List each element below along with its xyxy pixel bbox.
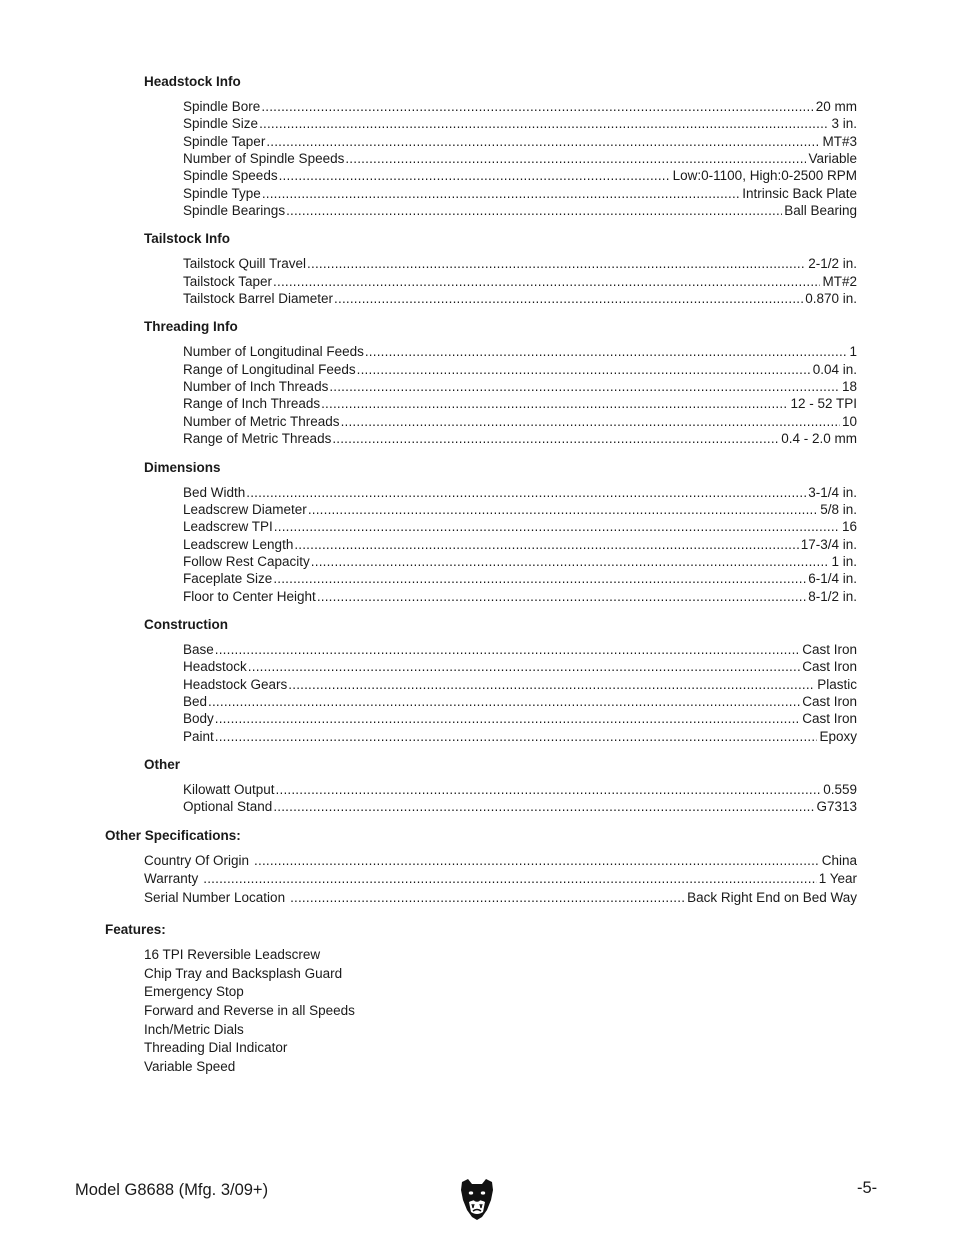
spec-label: Tailstock Taper	[183, 273, 273, 289]
dot-leader	[311, 553, 830, 570]
spec-row	[183, 781, 857, 798]
spec-row	[183, 378, 857, 395]
section-heading: Headstock Info	[144, 74, 241, 89]
spec-row	[183, 588, 857, 605]
machine-spec-sections	[144, 73, 857, 816]
spec-value: 16	[841, 519, 857, 535]
dot-leader	[290, 889, 685, 906]
dot-leader	[248, 658, 800, 675]
spec-value: Epoxy	[819, 728, 857, 744]
spec-row	[183, 413, 857, 430]
feature-item: 16 TPI Reversible Leadscrew	[144, 947, 321, 963]
dot-leader	[307, 255, 806, 272]
dot-leader	[266, 133, 820, 150]
spec-value: 18	[841, 379, 857, 395]
spec-row	[183, 641, 857, 658]
spec-row	[183, 798, 857, 815]
spec-value: 0.870 in.	[805, 291, 857, 307]
spec-label: Floor to Center Height	[183, 588, 316, 604]
dot-leader	[246, 484, 806, 501]
spec-label: Body	[183, 711, 214, 727]
spec-label: Spindle Bore	[183, 99, 261, 114]
spec-value: Intrinsic Back Plate	[742, 185, 857, 201]
features-list	[144, 946, 857, 1076]
dot-leader	[254, 852, 820, 869]
section-heading: Dimensions	[144, 459, 221, 475]
spec-label: Range of Longitudinal Feeds	[183, 361, 356, 377]
dot-leader	[273, 570, 806, 587]
spec-value: Cast Iron	[802, 659, 857, 675]
spec-row	[144, 852, 857, 871]
spec-label: Leadscrew Length	[183, 536, 294, 552]
spec-row	[183, 676, 857, 693]
spec-value: 0.04 in.	[812, 361, 857, 377]
spec-row	[183, 133, 857, 150]
spec-label: Paint	[183, 728, 214, 744]
spec-content	[105, 73, 857, 1076]
page-number: -5-	[857, 1179, 878, 1197]
spec-row	[144, 870, 857, 889]
spec-label: Number of Longitudinal Feeds	[183, 344, 364, 360]
features-block	[105, 921, 857, 1076]
spec-label: Spindle Taper	[183, 133, 266, 149]
dot-leader	[332, 430, 779, 447]
spec-row	[183, 484, 857, 501]
feature-item: Forward and Reverse in all Speeds	[144, 1002, 355, 1018]
spec-row	[144, 889, 857, 908]
spec-value: 10	[841, 413, 857, 429]
spec-label: Spindle Speeds	[183, 168, 278, 184]
spec-row	[183, 710, 857, 727]
bear-head-logo-icon	[458, 1178, 496, 1220]
spec-row	[183, 167, 857, 184]
dot-leader	[208, 693, 800, 710]
spec-value: Cast Iron	[802, 693, 857, 709]
spec-value: G7313	[816, 799, 857, 815]
feature-item: Emergency Stop	[144, 984, 244, 1000]
spec-label: Leadscrew TPI	[183, 519, 273, 535]
spec-row	[183, 536, 857, 553]
dot-leader	[276, 781, 822, 798]
spec-value: 12 - 52 TPI	[790, 396, 857, 412]
spec-value: Variable	[808, 151, 857, 167]
spec-label: Warranty	[144, 871, 199, 887]
spec-label: Number of Spindle Speeds	[183, 151, 345, 167]
spec-value: 6-1/4 in.	[808, 571, 857, 587]
spec-value: Low:0-1100, High:0-2500 RPM	[672, 168, 857, 184]
section-spec-list	[183, 641, 857, 745]
dot-leader	[329, 378, 840, 395]
spec-value: Ball Bearing	[784, 203, 857, 219]
section-heading: Construction	[144, 616, 228, 632]
spec-label: Base	[183, 641, 214, 657]
spec-row	[183, 202, 857, 219]
section-spec-list	[183, 343, 857, 447]
spec-row	[183, 98, 857, 115]
feature-item: Threading Dial Indicator	[144, 1040, 288, 1056]
section-heading: Other	[144, 756, 181, 772]
spec-value: 3 in.	[831, 116, 857, 132]
spec-value: 1 in.	[831, 553, 857, 569]
spec-label: Kilowatt Output	[183, 781, 275, 797]
spec-row	[183, 658, 857, 675]
spec-label: Spindle Type	[183, 185, 261, 201]
spec-row	[183, 273, 857, 290]
section-spec-list	[183, 98, 857, 219]
spec-value: Back Right End on Bed Way	[687, 889, 857, 905]
spec-value: 17-3/4 in.	[800, 536, 857, 552]
features-heading: Features:	[105, 922, 166, 938]
spec-value: 1 Year	[818, 871, 857, 887]
spec-label: Follow Rest Capacity	[183, 553, 310, 569]
dot-leader	[215, 710, 800, 727]
section-spec-list	[183, 484, 857, 605]
spec-row	[183, 150, 857, 167]
dot-leader	[341, 413, 840, 430]
spec-label: Optional Stand	[183, 799, 273, 815]
spec-value: China	[821, 852, 857, 868]
dot-leader	[262, 185, 740, 202]
spec-label: Bed	[183, 693, 208, 709]
spec-label: Headstock	[183, 659, 247, 675]
spec-value: MT#3	[822, 133, 857, 149]
spec-label: Bed Width	[183, 484, 246, 500]
spec-label: Number of Metric Threads	[183, 413, 340, 429]
spec-value: Plastic	[817, 676, 857, 692]
footer-model-label: Model G8688 (Mfg. 3/09+)	[75, 1181, 269, 1199]
dot-leader	[357, 361, 811, 378]
other-specifications-list	[144, 852, 857, 908]
spec-label: Tailstock Quill Travel	[183, 256, 307, 272]
spec-row	[183, 290, 857, 307]
feature-item: Inch/Metric Dials	[144, 1021, 244, 1037]
spec-label: Serial Number Location	[144, 889, 286, 905]
section-spec-list	[183, 255, 857, 307]
spec-label: Headstock Gears	[183, 676, 288, 692]
spec-label: Range of Inch Threads	[183, 396, 321, 412]
dot-leader	[273, 273, 820, 290]
dot-leader	[321, 395, 788, 412]
feature-item: Chip Tray and Backsplash Guard	[144, 965, 343, 981]
spec-value: Cast Iron	[802, 711, 857, 727]
dot-leader	[215, 641, 800, 658]
dot-leader	[286, 202, 782, 219]
dot-leader	[279, 167, 671, 184]
dot-leader	[288, 676, 815, 693]
spec-label: Spindle Size	[183, 116, 259, 132]
spec-value: 0.4 - 2.0 mm	[781, 431, 857, 447]
spec-value: 3-1/4 in.	[808, 484, 857, 500]
spec-value: 1	[849, 344, 857, 360]
spec-label: Leadscrew Diameter	[183, 501, 307, 517]
spec-label: Tailstock Barrel Diameter	[183, 291, 334, 307]
spec-value: Cast Iron	[802, 641, 857, 657]
spec-row	[183, 693, 857, 710]
spec-row	[183, 501, 857, 518]
spec-row	[183, 255, 857, 272]
spec-value: 2-1/2 in.	[808, 256, 857, 272]
spec-label: Range of Metric Threads	[183, 431, 332, 447]
spec-row	[183, 518, 857, 535]
other-specifications-heading: Other Specifications:	[105, 827, 241, 843]
dot-leader	[345, 150, 806, 167]
spec-row	[183, 361, 857, 378]
spec-value: 0.559	[823, 781, 857, 797]
spec-value: 20 mm	[815, 99, 857, 114]
spec-row	[183, 430, 857, 447]
section-spec-list	[183, 781, 857, 816]
dot-leader	[334, 290, 803, 307]
dot-leader	[317, 588, 806, 605]
dot-leader	[365, 343, 848, 360]
dot-leader	[273, 798, 814, 815]
spec-row	[183, 570, 857, 587]
spec-value: 8-1/2 in.	[808, 588, 857, 604]
spec-label: Faceplate Size	[183, 571, 273, 587]
dot-leader	[215, 728, 818, 745]
dot-leader	[203, 870, 816, 887]
section-heading: Threading Info	[144, 319, 238, 335]
spec-row	[183, 185, 857, 202]
spec-row	[183, 115, 857, 132]
spec-value: 5/8 in.	[820, 501, 857, 517]
spec-row	[183, 728, 857, 745]
spec-label: Spindle Bearings	[183, 203, 286, 219]
spec-label: Number of Inch Threads	[183, 379, 329, 395]
dot-leader	[274, 518, 840, 535]
spec-value: MT#2	[822, 273, 857, 289]
spec-label: Country Of Origin	[144, 852, 250, 868]
dot-leader	[308, 501, 818, 518]
section-heading: Tailstock Info	[144, 231, 231, 247]
dot-leader	[261, 98, 813, 115]
dot-leader	[294, 536, 798, 553]
dot-leader	[259, 115, 829, 132]
spec-row	[183, 553, 857, 570]
feature-item: Variable Speed	[144, 1058, 236, 1074]
other-specifications-block	[105, 827, 857, 908]
spec-row	[183, 343, 857, 360]
spec-row	[183, 395, 857, 412]
